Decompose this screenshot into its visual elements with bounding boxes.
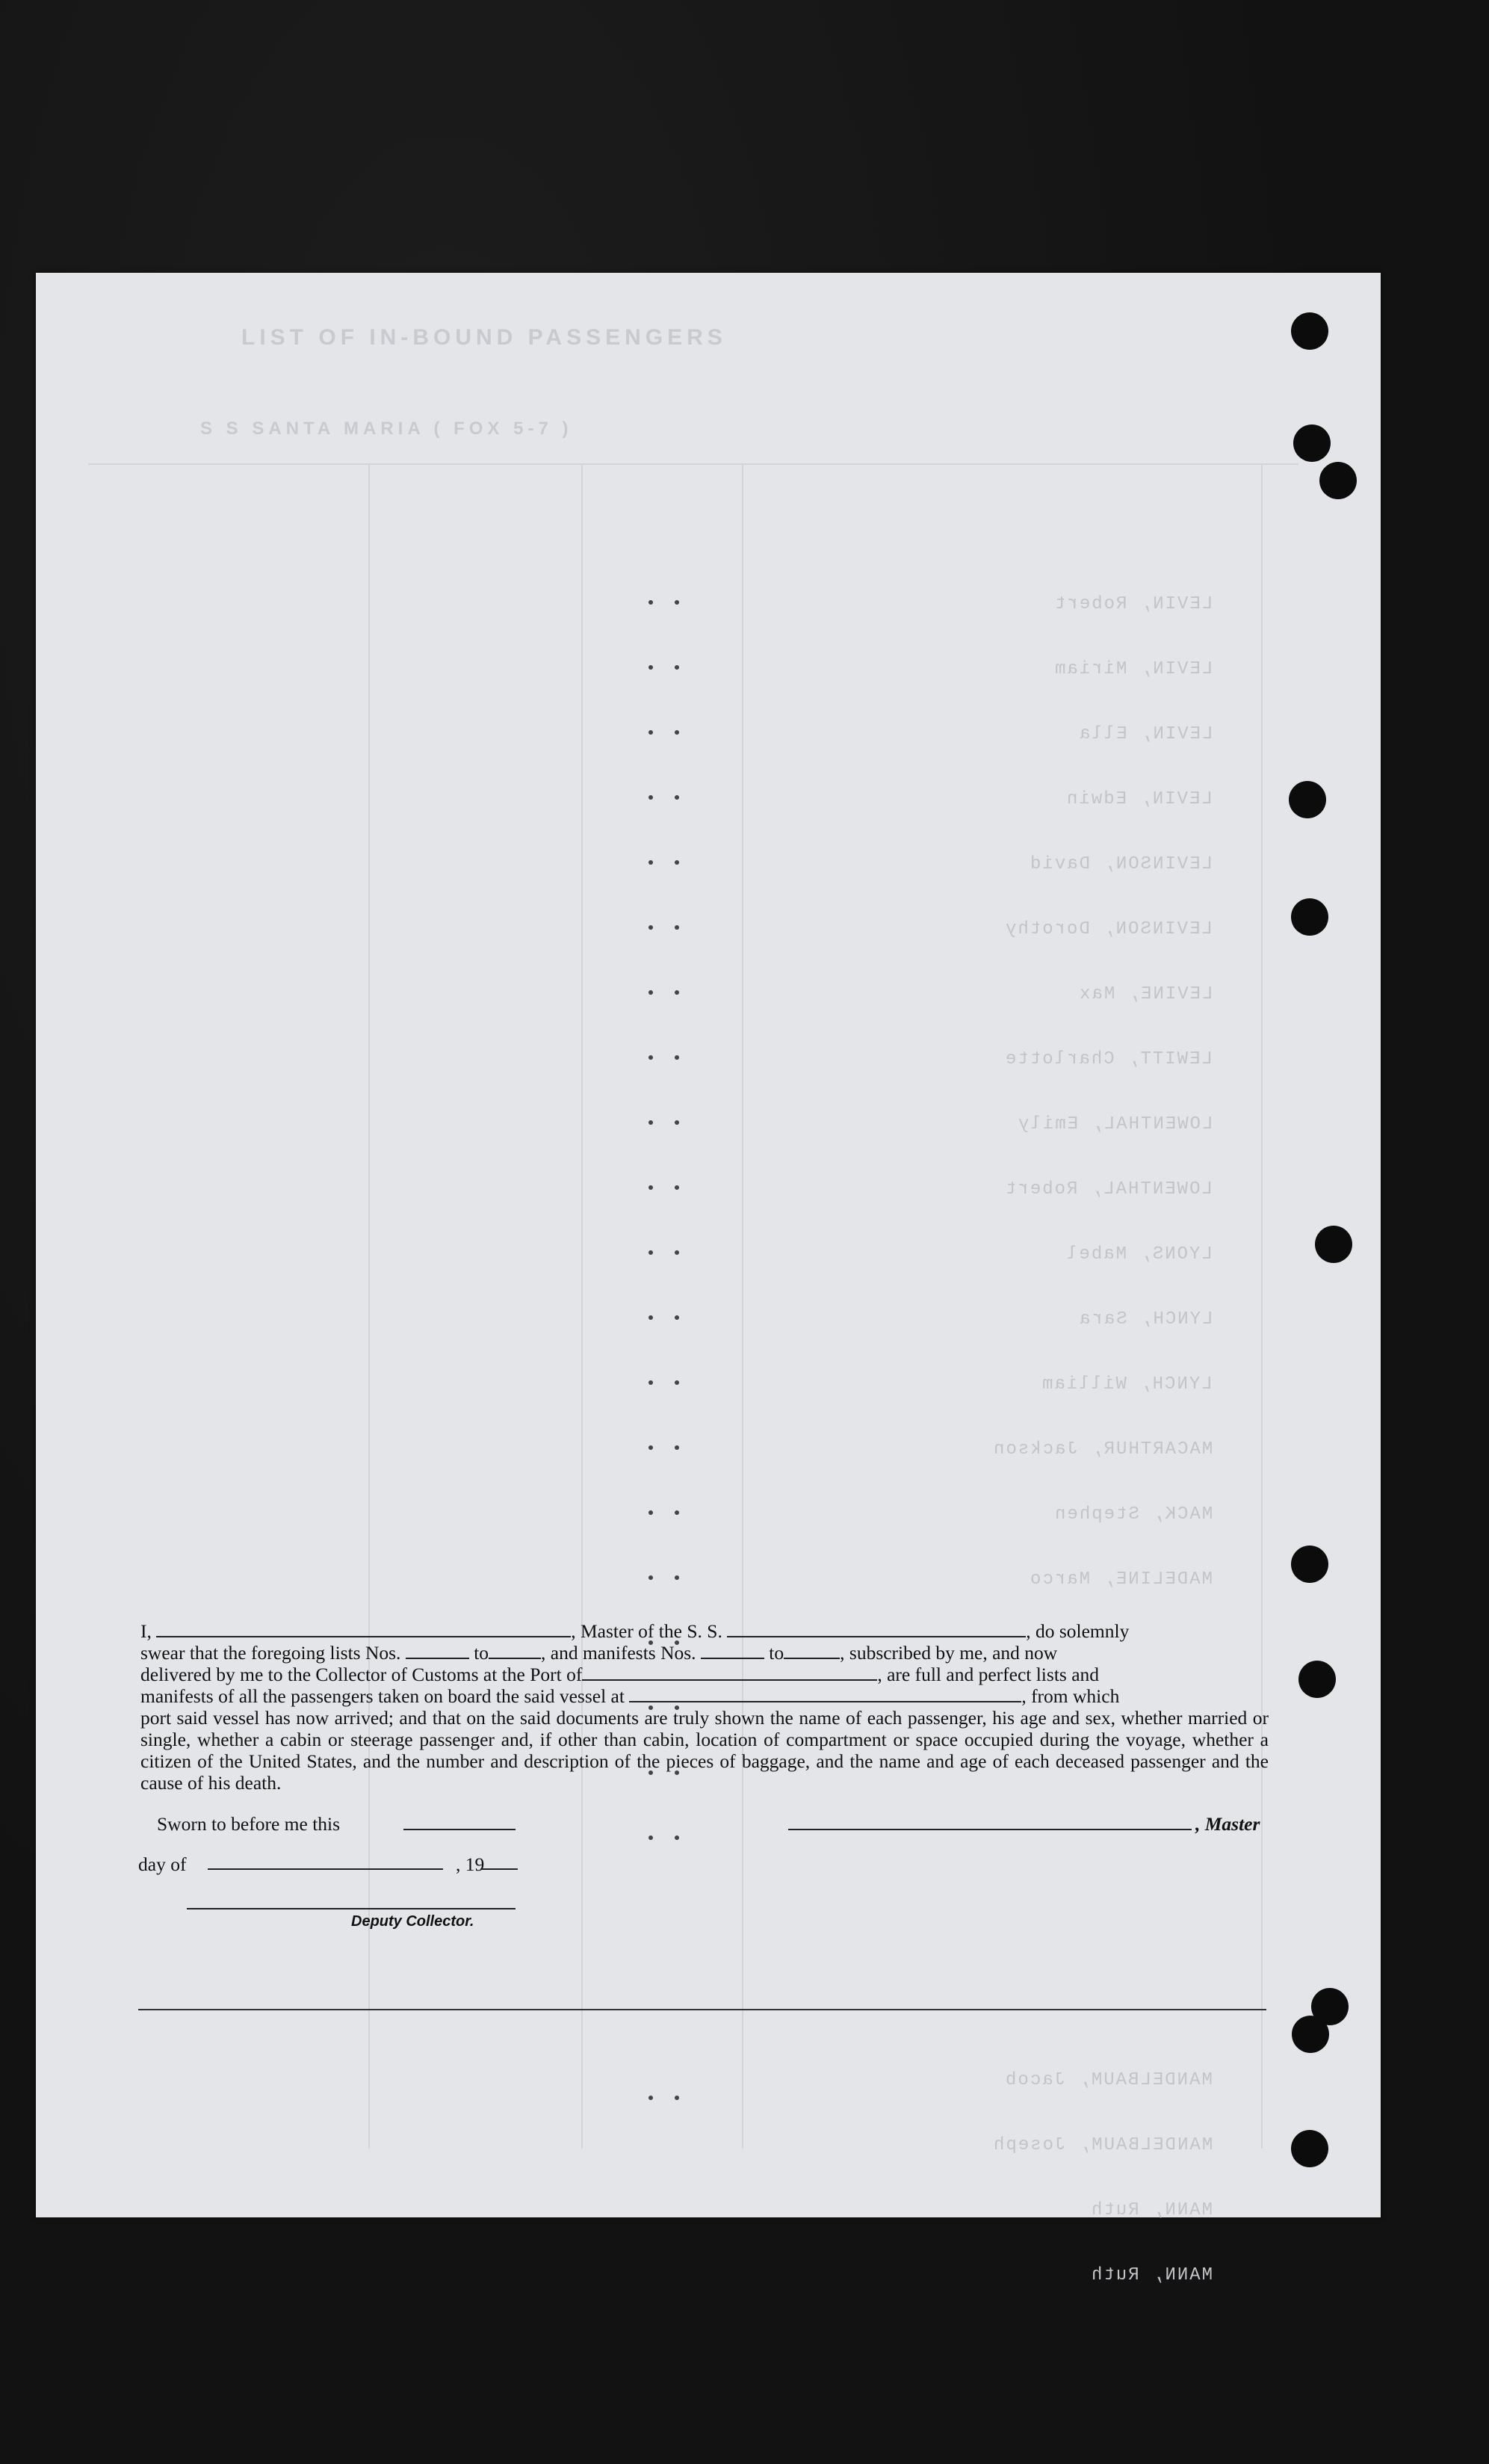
dot-mark [675,1510,679,1515]
bleed-column-rule [368,463,370,2149]
dot-mark [675,665,679,670]
decl-text: manifests of all the passengers taken on board the said vessel at [140,1685,625,1707]
dot-mark [648,1445,653,1450]
manifest-page [36,273,1381,2285]
punch-hole [1291,312,1328,350]
decl-text: , do solemnly [1026,1620,1130,1642]
bleed-row-rule [88,463,1298,465]
bleed-name: LOWENTHAL, Emily [1016,1114,1213,1134]
bleed-column-rule [1261,463,1263,2149]
dot-mark [648,1575,653,1580]
ship-name-blank [727,1622,1026,1637]
bleed-name: LOWENTHAL, Robert [1004,1179,1213,1199]
dot-mark [648,1835,653,1840]
dot-mark [675,860,679,865]
decl-text: , from which [1021,1685,1120,1707]
bleed-name: MACK, Stephen [1053,1504,1213,1525]
decl-text: I, [140,1620,152,1642]
punch-hole [1298,1661,1336,1698]
manifest-to-blank [784,1644,840,1659]
decl-text: to [474,1642,489,1664]
decl-text: to [769,1642,784,1664]
bleed-ship-line: S S SANTA MARIA ( FOX 5-7 ) [200,419,573,439]
bottom-rule [138,2009,1266,2010]
bleed-name: LYNCH, Sara [1077,1309,1213,1330]
punch-hole [1315,1226,1352,1263]
dot-mark [648,860,653,865]
punch-hole [1289,781,1326,818]
dot-mark [675,730,679,735]
oath-declaration [140,1620,1269,1794]
dot-mark [675,1835,679,1840]
dot-mark [675,600,679,605]
port-blank [582,1666,877,1681]
bleed-name: LYONS, Mabel [1065,1244,1213,1265]
dot-mark [648,1315,653,1320]
bleed-name: MANN, Ruth [1089,2200,1213,2220]
bleed-name: LYNCH, William [1041,1374,1213,1395]
punch-hole [1291,898,1328,936]
month-blank [208,1868,443,1870]
punch-hole [1292,2016,1329,2053]
year-blank [480,1868,518,1870]
dot-mark [675,795,679,800]
dot-mark [648,600,653,605]
dot-mark [648,1510,653,1515]
manifest-from-blank [701,1644,764,1659]
bleed-column-rule [581,463,583,2149]
dot-mark [648,1380,653,1385]
dot-mark [648,795,653,800]
punch-hole [1293,424,1331,462]
decl-text: , and manifests Nos. [541,1642,696,1664]
decl-text: swear that the foregoing lists Nos. [140,1642,401,1664]
dot-mark [648,665,653,670]
dot-mark [675,1250,679,1255]
bleed-name: MADELINE, Marco [1028,1569,1213,1590]
decl-text: delivered by me to the Collector of Customs at the Port of [140,1664,583,1685]
dot-mark [675,990,679,995]
punch-hole [1291,1546,1328,1583]
dot-mark [675,2096,679,2100]
bleed-name: MANDELBAUM, Jacob [1004,2070,1213,2090]
dot-mark [648,2096,653,2100]
dot-mark [675,1575,679,1580]
bleed-name: LEWITT, Charlotte [1004,1049,1213,1069]
bleed-name: LEVIN, Ella [1077,724,1213,744]
bleed-name: LEVINE, Max [1077,984,1213,1004]
decl-text: , Master of the S. S. [571,1620,722,1642]
bleed-name: LEVIN, Miriam [1053,659,1213,679]
sworn-day-blank [403,1829,516,1830]
bleed-column-rule [742,463,743,2149]
master-name-blank [156,1622,571,1637]
bleed-name: MACARTHUR, Jackson [991,1439,1213,1460]
embark-port-blank [629,1688,1021,1702]
dot-mark [675,1120,679,1125]
day-of-label: day of [138,1853,187,1875]
bleed-name: LEVINSON, David [1028,854,1213,874]
dot-mark [675,1185,679,1190]
dot-mark [648,1055,653,1060]
decl-text: , are full and perfect lists and [877,1664,1100,1685]
dot-mark [648,925,653,930]
dot-mark [675,1315,679,1320]
dot-mark [675,1055,679,1060]
dot-mark [675,925,679,930]
decl-text: port said vessel has now arrived; and that on the said documents are truly shown the name of each passenger, his age and sex, whether married or single, whether a cabin or steerage passenger and, if other than cabin, location of compartment or space occupied during the voyage, whether a citizen of the United States, and the number and description of the pieces of baggage, and the name and age of each deceased passenger and the cause of his death. [140,1707,1269,1794]
dot-mark [648,1250,653,1255]
sworn-label: Sworn to before me this [157,1813,341,1835]
list-from-blank [406,1644,469,1659]
dot-mark [648,1185,653,1190]
master-label: , Master [1195,1813,1260,1835]
master-signature-blank [788,1829,1192,1830]
dot-mark [675,1380,679,1385]
list-to-blank [489,1644,541,1659]
year-label: , 19 [456,1853,485,1875]
bleed-name: MANDELBAUM, Joseph [991,2135,1213,2155]
decl-text: , subscribed by me, and now [840,1642,1058,1664]
bleed-name: LEVIN, Robert [1053,594,1213,614]
dot-mark [648,1120,653,1125]
bleed-header: LIST OF IN-BOUND PASSENGERS [241,325,727,350]
punch-hole [1291,2130,1328,2167]
dot-mark [675,1445,679,1450]
punch-hole [1319,462,1357,499]
dot-mark [648,730,653,735]
bleed-name: MANN, Ruth [1089,2265,1213,2285]
dot-mark [648,990,653,995]
deputy-signature-blank [187,1908,516,1909]
bleed-name: LEVINSON, Dorothy [1004,919,1213,939]
deputy-collector-label: Deputy Collector. [351,1913,474,1930]
bleed-name: LEVIN, Edwin [1065,789,1213,809]
